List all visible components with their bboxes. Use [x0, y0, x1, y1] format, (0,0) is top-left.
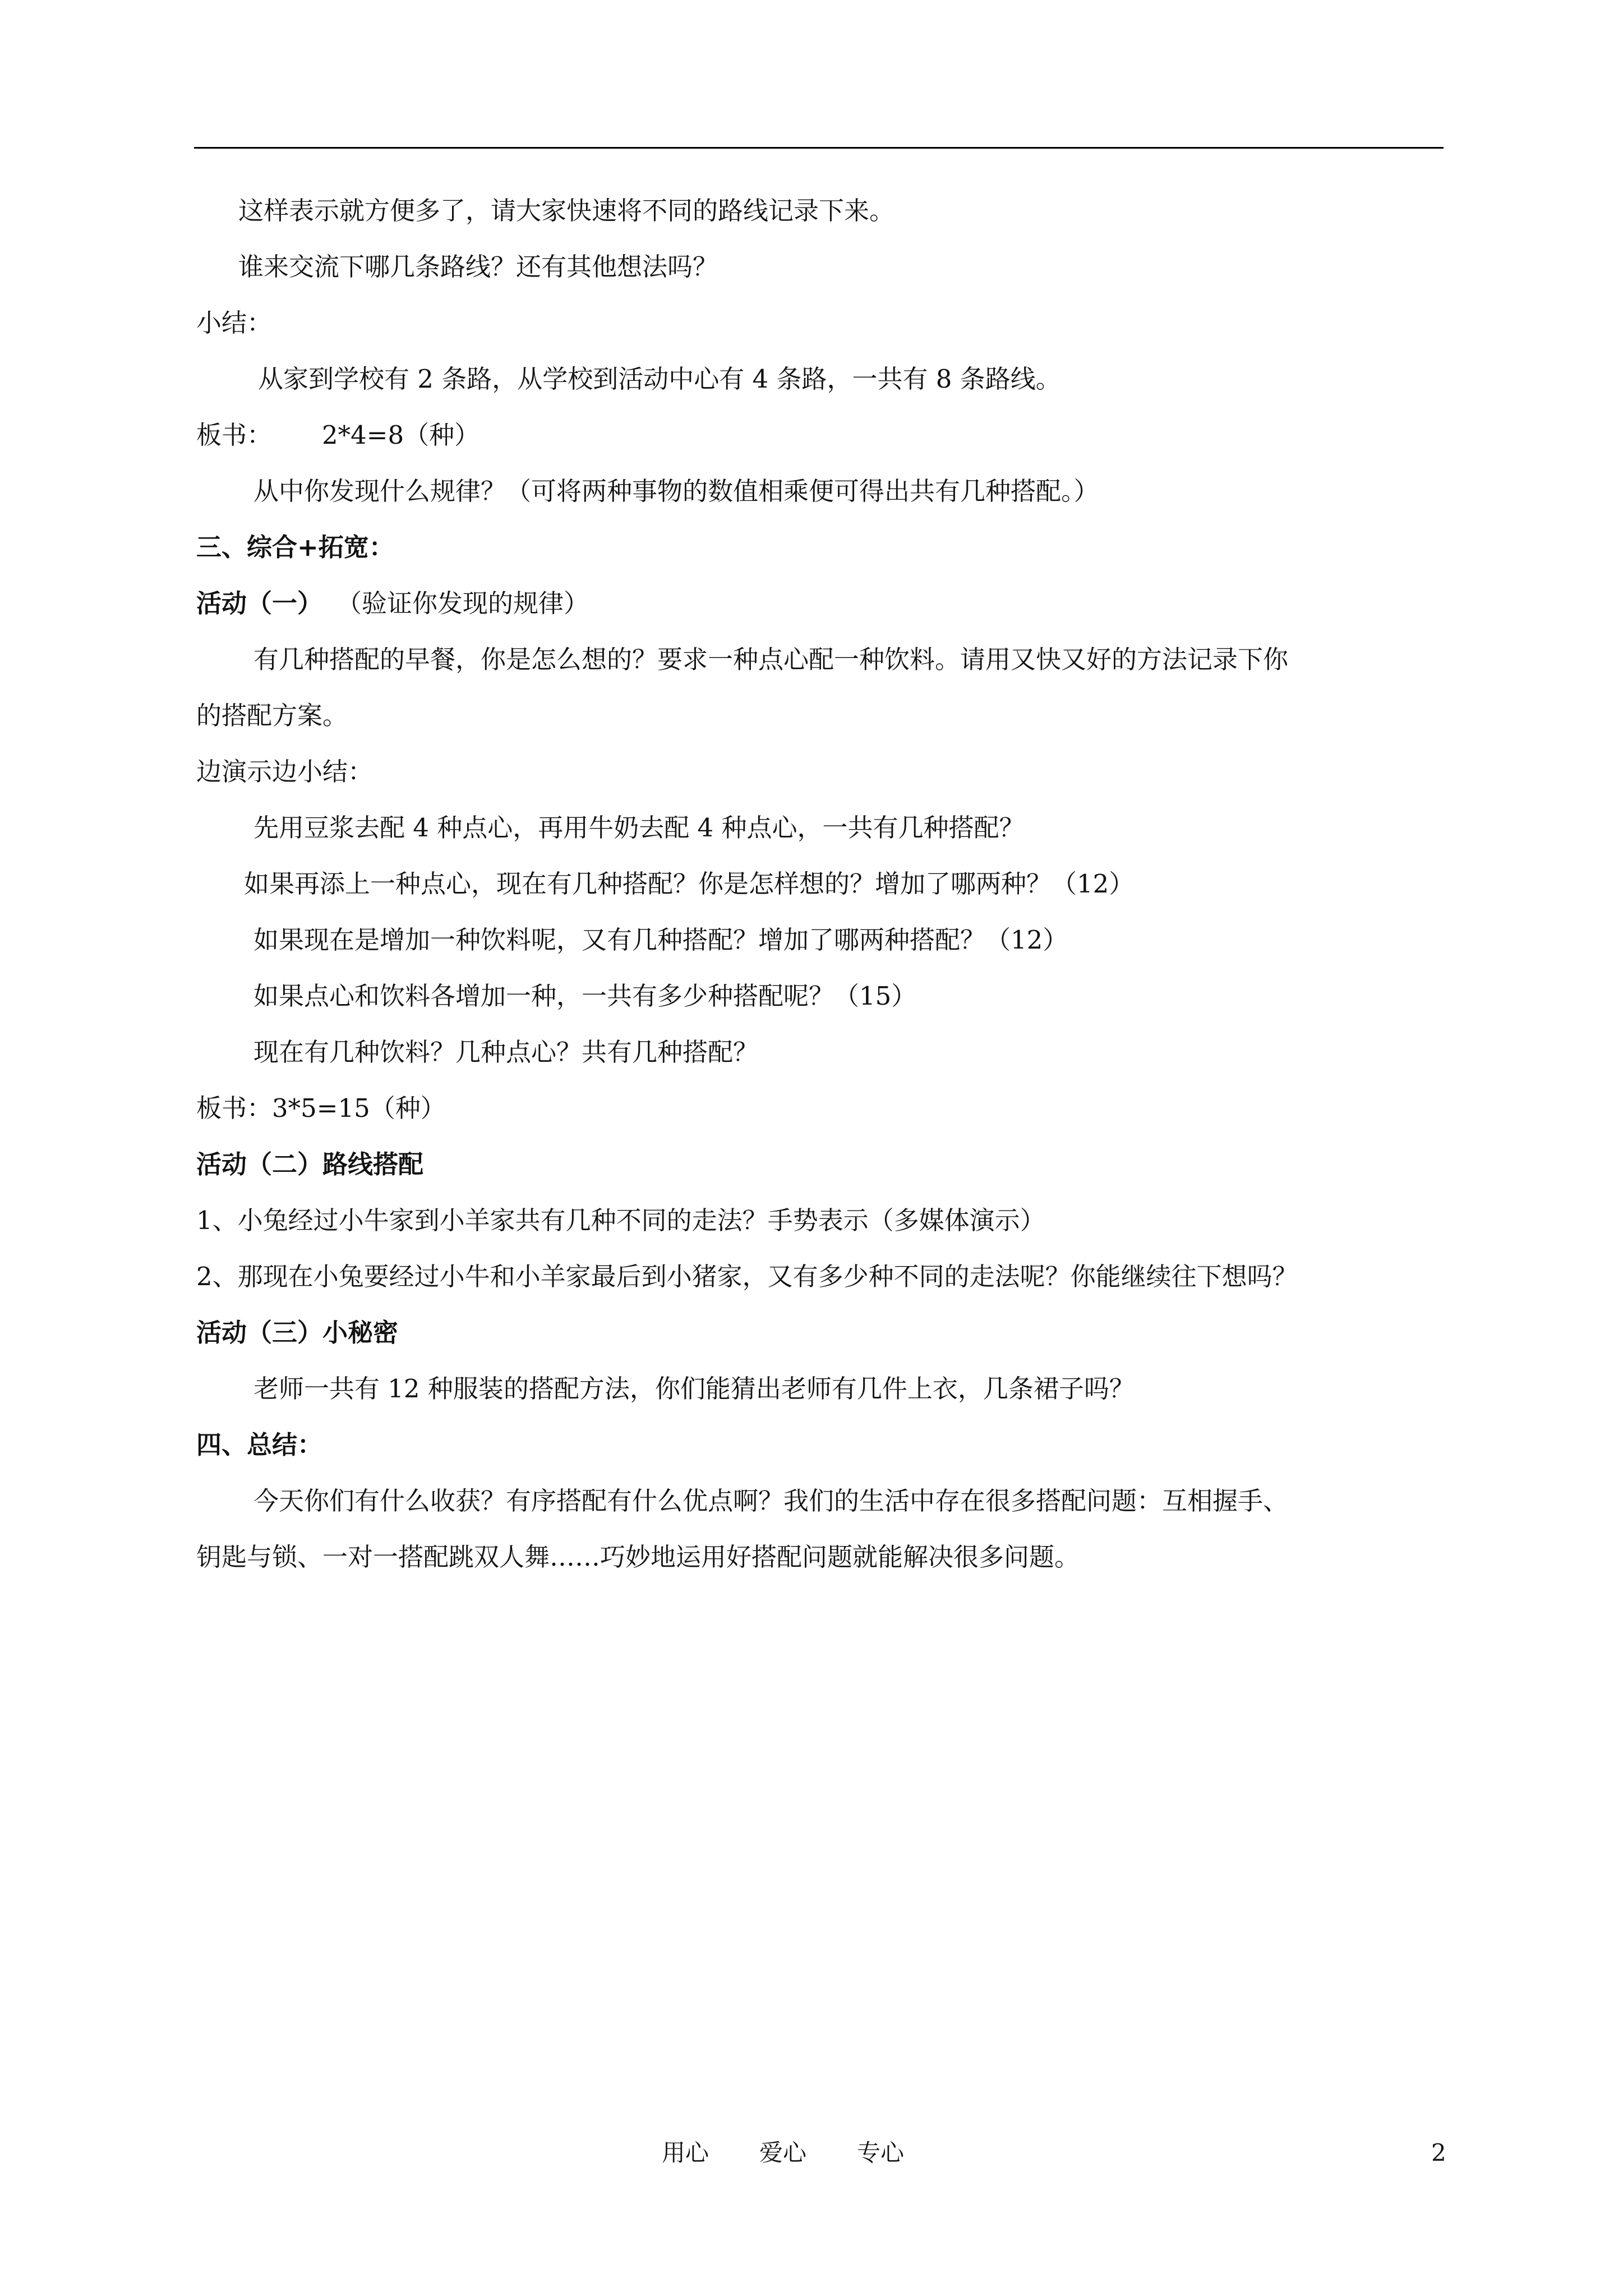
board-formula: 2*4=8（种）: [322, 420, 480, 450]
paragraph-line: 钥匙与锁、一对一搭配跳双人舞……巧妙地运用好搭配问题就能解决很多问题。: [196, 1542, 1080, 1572]
paragraph-line: 这样表示就方便多了，请大家快速将不同的路线记录下来。: [238, 196, 895, 226]
paragraph-line: 谁来交流下哪几条路线？还有其他想法吗？: [238, 252, 718, 282]
header-rule: [194, 147, 1444, 149]
board-formula: 板书：3*5=15（种）: [196, 1093, 446, 1123]
footer-motto: [662, 2137, 904, 2169]
paragraph-line: 如果再添上一种点心，现在有几种搭配？你是怎样想的？增加了哪两种？（12）: [244, 869, 1135, 899]
paragraph-line: 先用豆浆去配 4 种点心，再用牛奶去配 4 种点心，一共有几种搭配？: [253, 813, 1025, 843]
activity-heading: 活动（三）小秘密: [196, 1318, 399, 1347]
summary-label: 小结：: [196, 308, 273, 338]
section-heading: 三、综合+拓宽：: [196, 532, 394, 562]
paragraph-line: 老师一共有 12 种服装的搭配方法，你们能猜出老师有几件上衣，几条裙子吗？: [253, 1374, 1135, 1404]
activity-heading: 活动（一）: [196, 588, 323, 618]
board-label: 板书：: [196, 420, 273, 450]
numbered-item: 1、小兔经过小牛家到小羊家共有几种不同的走法？手势表示（多媒体演示）: [196, 1205, 1045, 1235]
demo-summary-label: 边演示边小结：: [196, 757, 374, 786]
paragraph-line: 有几种搭配的早餐，你是怎么想的？要求一种点心配一种饮料。请用又快又好的方法记录下你: [253, 645, 1289, 674]
activity-heading: 活动（二）路线搭配: [196, 1149, 424, 1179]
page-number: 2: [1431, 2139, 1446, 2166]
footer-motto-item: 用心: [662, 2139, 709, 2166]
footer-motto-item: 专心: [857, 2139, 905, 2166]
paragraph-line: 今天你们有什么收获？有序搭配有什么优点啊？我们的生活中存在很多搭配问题：互相握手、: [253, 1486, 1289, 1516]
numbered-item: 2、那现在小兔要经过小牛和小羊家最后到小猪家，又有多少种不同的走法呢？你能继续往下想吗？: [196, 1262, 1298, 1291]
footer-motto-item: 爱心: [759, 2139, 807, 2166]
paragraph-line: 如果点心和饮料各增加一种，一共有多少种搭配呢？（15）: [253, 981, 917, 1011]
paragraph-line: 如果现在是增加一种饮料呢，又有几种搭配？增加了哪两种搭配？（12）: [253, 925, 1068, 955]
paragraph-line: 的搭配方案。: [196, 701, 348, 730]
paragraph-line: 从家到学校有 2 条路，从学校到活动中心有 4 条路，一共有 8 条路线。: [258, 364, 1061, 394]
paragraph-line: 从中你发现什么规律？（可将两种事物的数值相乘便可得出共有几种搭配。）: [253, 476, 1099, 506]
activity-note: （验证你发现的规律）: [336, 588, 589, 618]
section-heading: 四、总结：: [196, 1430, 323, 1460]
paragraph-line: 现在有几种饮料？几种点心？共有几种搭配？: [253, 1037, 759, 1067]
